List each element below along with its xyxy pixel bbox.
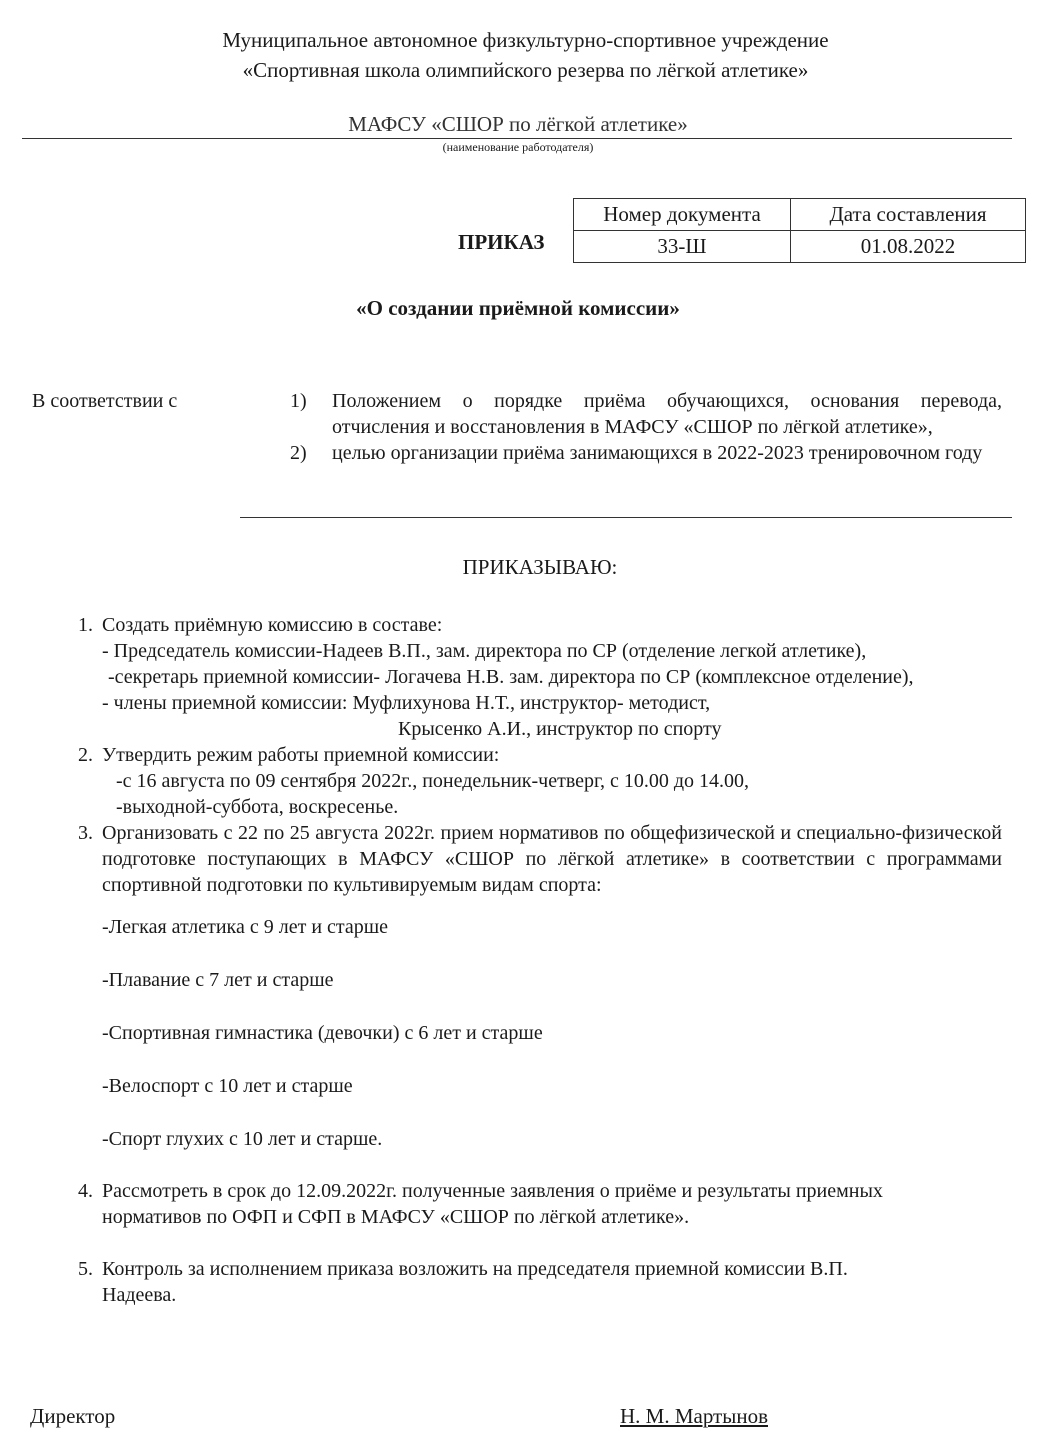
- work-schedule: -с 16 августа по 09 сентября 2022г., понедельник-четверг, с 10.00 до 14.00,: [116, 770, 750, 792]
- commission-chair: - Председатель комиссии-Надеев В.П., зам. директора по СР (отделение легкой атлетике),: [102, 640, 867, 662]
- org-name-line1: Муниципальное автономное физкультурно-спортивное учреждение: [222, 28, 829, 52]
- document-type: ПРИКАЗ: [458, 230, 545, 254]
- order-text: Организовать с 22 по 25 августа 2022г. прием нормативов по общефизической и специально-физической подготовке поступающих в МАФСУ «СШОР по лёгкой атлетике» в соответствии с программами спортивной подготовки по культивируемым видам спорта:: [102, 822, 1002, 896]
- order-number: 4.: [78, 1180, 93, 1202]
- commission-member-2: Крысенко А.И., инструктор по спорту: [398, 718, 722, 740]
- order-item-3: [78, 820, 1002, 1152]
- commission-members: - члены приемной комиссии: Муфлихунова Н.Т., инструктор- методист,: [102, 692, 711, 714]
- basis-item-text: Положением о порядке приёма обучающихся, основания перевода, отчисления и восстановления в МАФСУ «СШОР по лёгкой атлетике»,: [332, 390, 1002, 438]
- order-heading: ПРИКАЗЫВАЮ:: [462, 555, 618, 579]
- order-number: 5.: [78, 1258, 93, 1280]
- doc-date: 01.08.2022: [791, 231, 1026, 263]
- order-text: Контроль за исполнением приказа возложить на председателя приемной комиссии В.П. Надеева.: [102, 1258, 848, 1306]
- order-number: 2.: [78, 744, 93, 766]
- basis-item: [286, 388, 1002, 440]
- basis-item: [286, 440, 1002, 466]
- doc-number-header: Номер документа: [574, 199, 791, 231]
- sport-item: -Спорт глухих с 10 лет и старше.: [102, 1128, 383, 1150]
- sport-item: -Плавание с 7 лет и старше: [102, 969, 334, 991]
- basis-list: [286, 388, 1002, 466]
- commission-secretary: -секретарь приемной комиссии- Логачева Н.В. зам. директора по СР (комплексное отделение),: [108, 666, 914, 688]
- order-item-1: [78, 612, 1002, 742]
- employer-short-name: МАФСУ «СШОР по лёгкой атлетике»: [348, 112, 688, 136]
- sport-item: -Легкая атлетика с 9 лет и старше: [102, 916, 389, 938]
- days-off: -выходной-суббота, воскресенье.: [116, 796, 399, 818]
- basis-intro: В соответствии с: [32, 390, 178, 412]
- basis-item-number: 1): [290, 390, 307, 412]
- order-item-4: [78, 1178, 1002, 1230]
- basis-underline: [240, 517, 1012, 518]
- signatory-position: Директор: [30, 1404, 116, 1428]
- document-title: «О создании приёмной комиссии»: [356, 296, 680, 320]
- order-item-2: [78, 742, 1002, 820]
- sport-item: -Велоспорт с 10 лет и старше: [102, 1075, 353, 1097]
- employer-underline: [22, 138, 1012, 139]
- order-text: Рассмотреть в срок до 12.09.2022г. полученные заявления о приёме и результаты приемных нормативов по ОФП и СФП в МАФСУ «СШОР по лёгкой атлетике».: [102, 1180, 883, 1228]
- document-meta-table: [573, 198, 1026, 263]
- org-name-line2: «Спортивная школа олимпийского резерва по лёгкой атлетике»: [242, 58, 809, 82]
- basis-item-number: 2): [290, 442, 307, 464]
- order-item-5: [78, 1256, 1002, 1308]
- order-text: Создать приёмную комиссию в составе:: [102, 614, 443, 636]
- employer-caption: (наименование работодателя): [442, 140, 594, 154]
- order-number: 3.: [78, 822, 93, 844]
- order-number: 1.: [78, 614, 93, 636]
- basis-item-text: целью организации приёма занимающихся в 2022-2023 тренировочном году: [332, 442, 983, 464]
- sport-item: -Спортивная гимнастика (девочки) с 6 лет и старше: [102, 1022, 543, 1044]
- doc-date-header: Дата составления: [791, 199, 1026, 231]
- order-text: Утвердить режим работы приемной комиссии:: [102, 744, 500, 766]
- orders-list: [78, 612, 1002, 1308]
- signatory-name: Н. М. Мартынов: [620, 1404, 768, 1428]
- doc-number: 33-Ш: [574, 231, 791, 263]
- sports-list: [102, 914, 1002, 1152]
